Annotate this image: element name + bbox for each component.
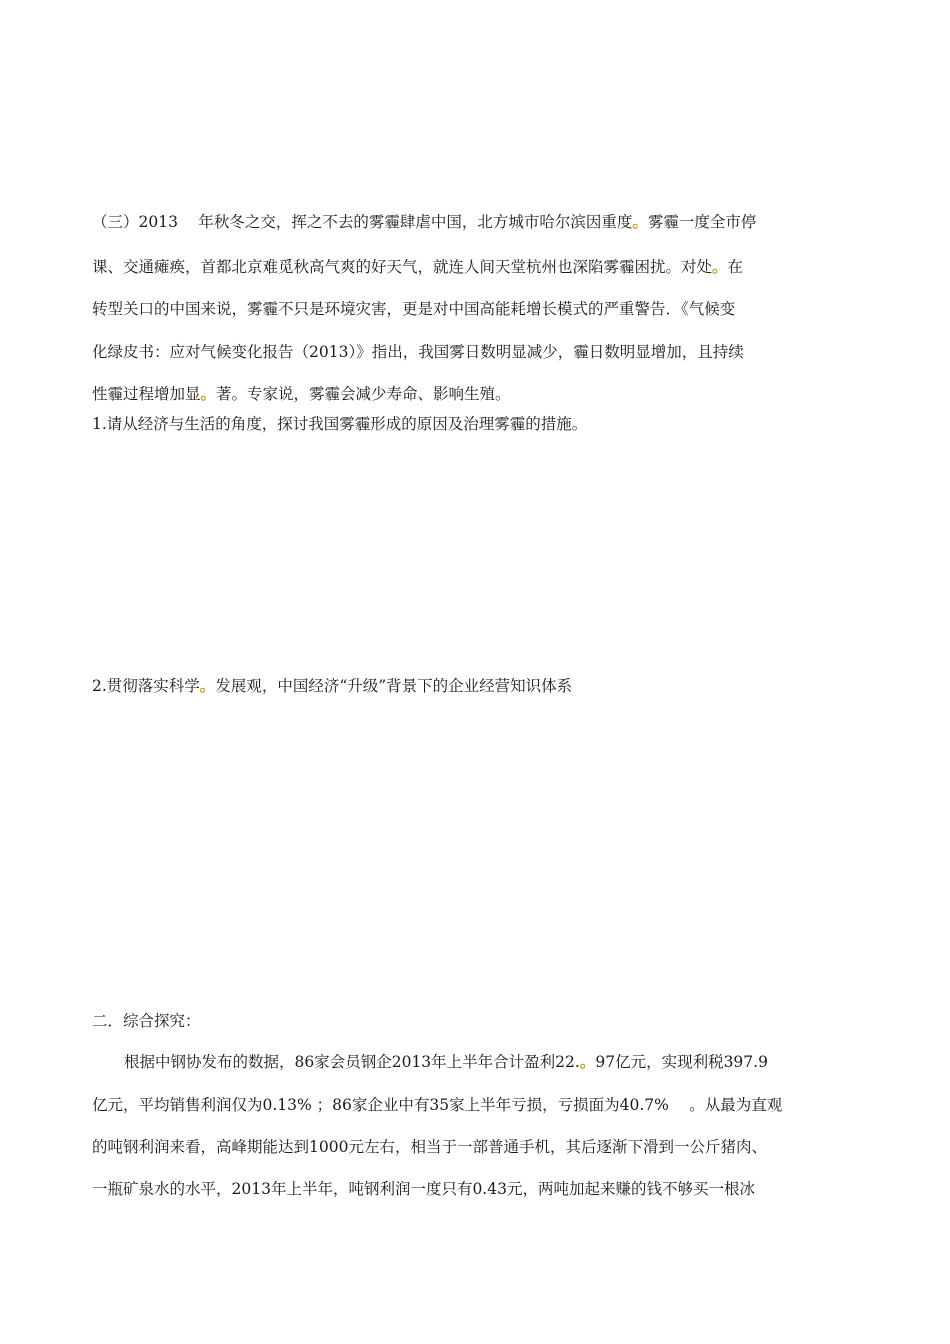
dot-mark: 。 — [712, 257, 728, 276]
text-run: 根据中钢协发布的数据，86家会员钢企2013年上半年合计盈利22. — [124, 1053, 580, 1071]
dot-mark: 。 — [632, 212, 648, 231]
body-line-3: 的吨钢利润来看，高峰期能达到1000元左右，相当于一部普通手机，其后逐渐下滑到一公斤猪肉、 — [92, 1138, 767, 1156]
text-run: 发展观，中国经济“升级”背景下的企业经营知识体系 — [215, 677, 573, 695]
text-run: （三）2013 年秋冬之交，挥之不去的雾霾肆虐中国，北方城市哈尔滨因重度 — [92, 213, 633, 231]
body-line-4: 一瓶矿泉水的水平，2013年上半年，吨钢利润一度只有0.43元，两吨加起来赚的钱不够买一根冰 — [92, 1180, 755, 1198]
section-heading: 二．综合探究： — [92, 1012, 201, 1030]
question-2 — [92, 676, 572, 696]
paragraph-line-1 — [92, 212, 756, 232]
body-line-1 — [124, 1052, 768, 1072]
paragraph-line-3: 转型关口的中国来说，雾霾不只是环境灾害，更是对中国高能耗增长模式的严重警告．《气候变 — [92, 300, 736, 318]
text-run: 课、交通瘫痪，首都北京难觅秋高气爽的好天气，就连人间天堂杭州也深陷雾霾困扰。对处 — [92, 258, 713, 276]
text-run: 性霾过程增加显 — [92, 385, 201, 403]
paragraph-line-2 — [92, 257, 743, 277]
dot-mark: 。 — [579, 1052, 596, 1071]
dot-mark: 。 — [199, 676, 216, 695]
paragraph-line-4: 化绿皮书：应对气候变化报告（2013）》指出，我国雾日数明显减少，霾日数明显增加，且持续 — [92, 343, 744, 361]
paragraph-line-5 — [92, 384, 511, 404]
text-run: 著。专家说，雾霾会减少寿命、影响生殖。 — [216, 385, 511, 403]
text-run: 97亿元，实现利税397.9 — [595, 1053, 768, 1071]
text-run: 在 — [727, 258, 744, 276]
dot-mark: 。 — [200, 384, 217, 403]
text-run: 2.贯彻落实科学 — [92, 677, 200, 695]
question-1: 1.请从经济与生活的角度，探讨我国雾霾形成的原因及治理雾霾的措施。 — [92, 415, 588, 433]
text-run: 雾霾一度全市停 — [647, 213, 757, 231]
body-line-2: 亿元，平均销售利润仅为0.13% ；86家企业中有35家上半年亏损，亏损面为40.7% 。从最为直观 — [92, 1096, 783, 1114]
